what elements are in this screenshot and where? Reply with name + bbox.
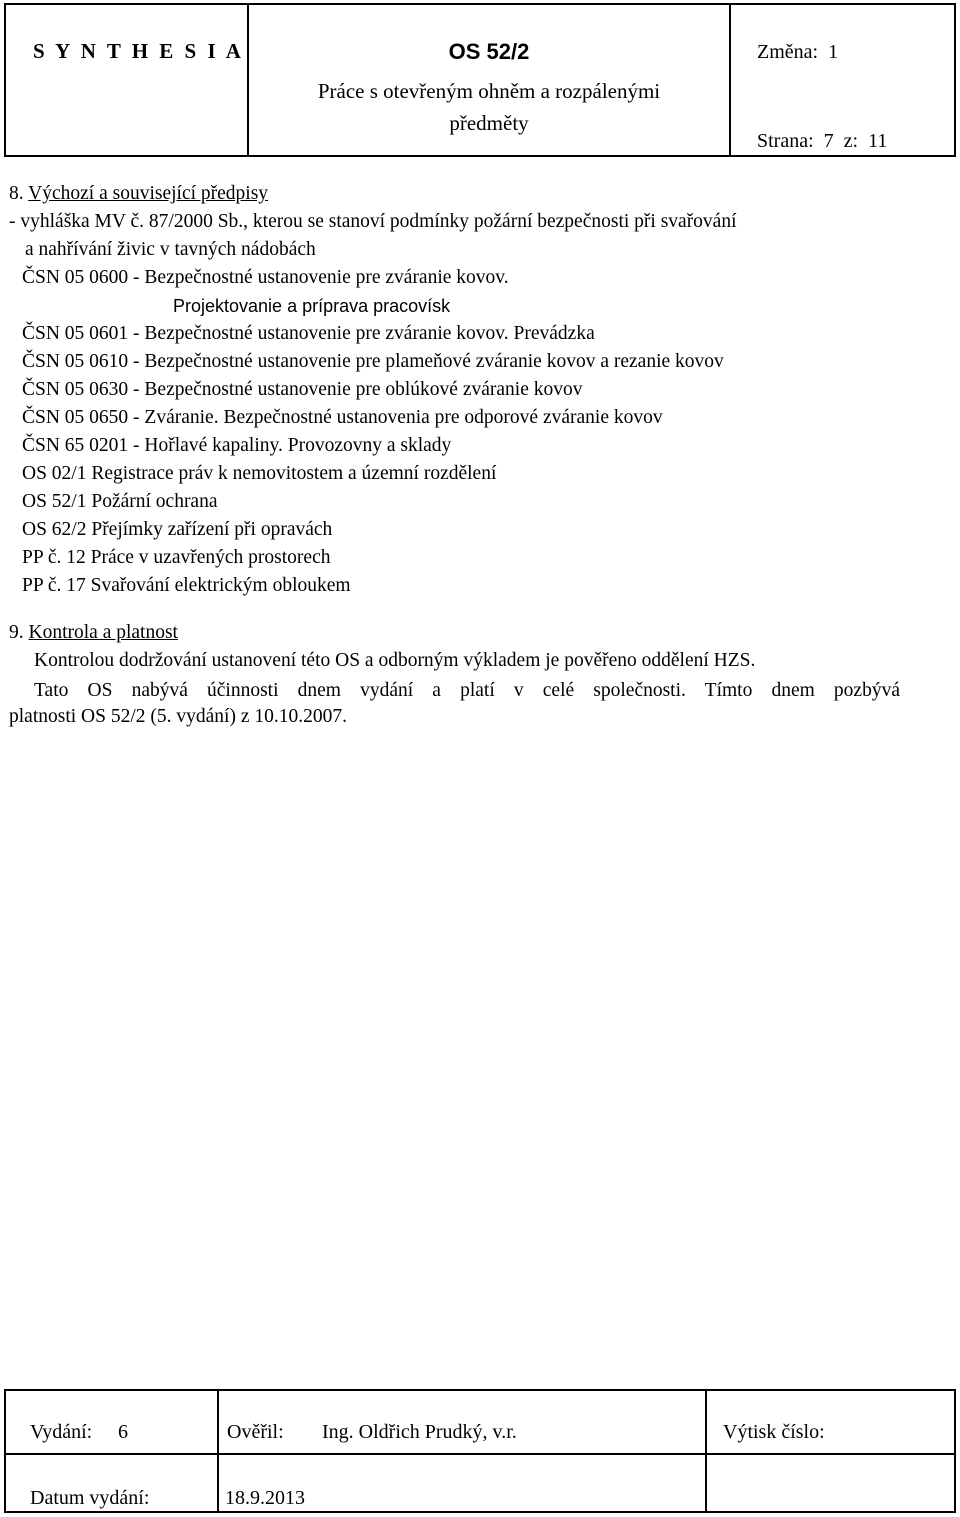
copy-number-label: Výtisk číslo:: [723, 1421, 825, 1443]
section9-paragraph2-line2: platnosti OS 52/2 (5. vydání) z 10.10.2007.: [9, 706, 347, 727]
ref-line: PP č. 17 Svařování elektrickým obloukem: [22, 575, 351, 596]
ref-line: Projektovanie a príprava pracovísk: [173, 296, 451, 316]
edition-value: 6: [118, 1421, 128, 1443]
ref-line: ČSN 65 0201 - Hořlavé kapaliny. Provozovny a sklady: [22, 435, 452, 456]
page-label: Strana:: [757, 130, 814, 152]
page-current: 7: [823, 130, 834, 152]
ref-line: ČSN 05 0601 - Bezpečnostné ustanovenie pre zváranie kovov. Prevádzka: [22, 323, 595, 344]
ref-line: ČSN 05 0650 - Zváranie. Bezpečnostné ustanovenia pre odporové zváranie kovov: [22, 407, 663, 428]
ref-line: a nahřívání živic v tavných nádobách: [25, 239, 316, 260]
ref-line: ČSN 05 0600 - Bezpečnostné ustanovenie pre zváranie kovov.: [22, 267, 509, 288]
ref-line: OS 02/1 Registrace práv k nemovitostem a územní rozdělení: [22, 463, 497, 484]
section8-number: 8.: [9, 183, 24, 204]
footer-divider: [6, 1453, 954, 1455]
section9-number: 9.: [9, 622, 24, 643]
edition-label: Vydání:: [30, 1421, 93, 1443]
change-value: 1: [828, 41, 839, 63]
section9-paragraph2-line1: Tato OS nabývá účinnosti dnem vydání a platí v celé společnosti. Tímto dnem pozbývá: [34, 680, 900, 701]
verified-label: Ověřil:: [227, 1421, 284, 1443]
document-title-line2: předměty: [449, 111, 529, 135]
change-info: [757, 41, 838, 64]
change-label: Změna:: [757, 41, 819, 63]
header-company-cell: [6, 5, 249, 155]
section8-title: Výchozí a související předpisy: [28, 183, 269, 204]
ref-line: - vyhláška MV č. 87/2000 Sb., kterou se stanoví podmínky požární bezpečnosti při svařování: [9, 211, 737, 232]
verified-value: Ing. Oldřich Prudký, v.r.: [322, 1421, 517, 1443]
ref-line: OS 52/1 Požární ochrana: [22, 491, 218, 512]
document-number: OS 52/2: [448, 39, 530, 64]
ref-line: OS 62/2 Přejímky zařízení při opravách: [22, 519, 333, 540]
header-title-cell: [249, 5, 731, 155]
document-title-line1: Práce s otevřeným ohněm a rozpálenými: [317, 79, 661, 103]
page-of-label: z:: [843, 130, 859, 152]
section9-title: Kontrola a platnost: [28, 622, 178, 643]
page-info: [757, 130, 887, 153]
footer-copy-cell: [707, 1391, 954, 1511]
company-name: S Y N T H E S I A: [33, 39, 244, 63]
ref-line: ČSN 05 0610 - Bezpečnostné ustanovenie pre plameňové zváranie kovov a rezanie kovov: [22, 351, 724, 372]
section8-heading: [9, 183, 268, 205]
document-footer: [4, 1389, 956, 1513]
document-header: [4, 3, 956, 157]
section9-paragraph1: Kontrolou dodržování ustanovení této OS a odborným výkladem je pověřeno oddělení HZS.: [34, 650, 756, 671]
section9-heading: [9, 622, 178, 644]
page-total: 11: [868, 130, 888, 152]
issue-date-label: Datum vydání:: [30, 1487, 153, 1510]
issue-date-value: 18.9.2013: [219, 1487, 305, 1510]
document-title: [249, 75, 729, 139]
ref-line: ČSN 05 0630 - Bezpečnostné ustanovenie pre oblúkové zváranie kovov: [22, 379, 583, 400]
ref-line: PP č. 12 Práce v uzavřených prostorech: [22, 547, 331, 568]
header-meta-cell: [731, 5, 954, 155]
